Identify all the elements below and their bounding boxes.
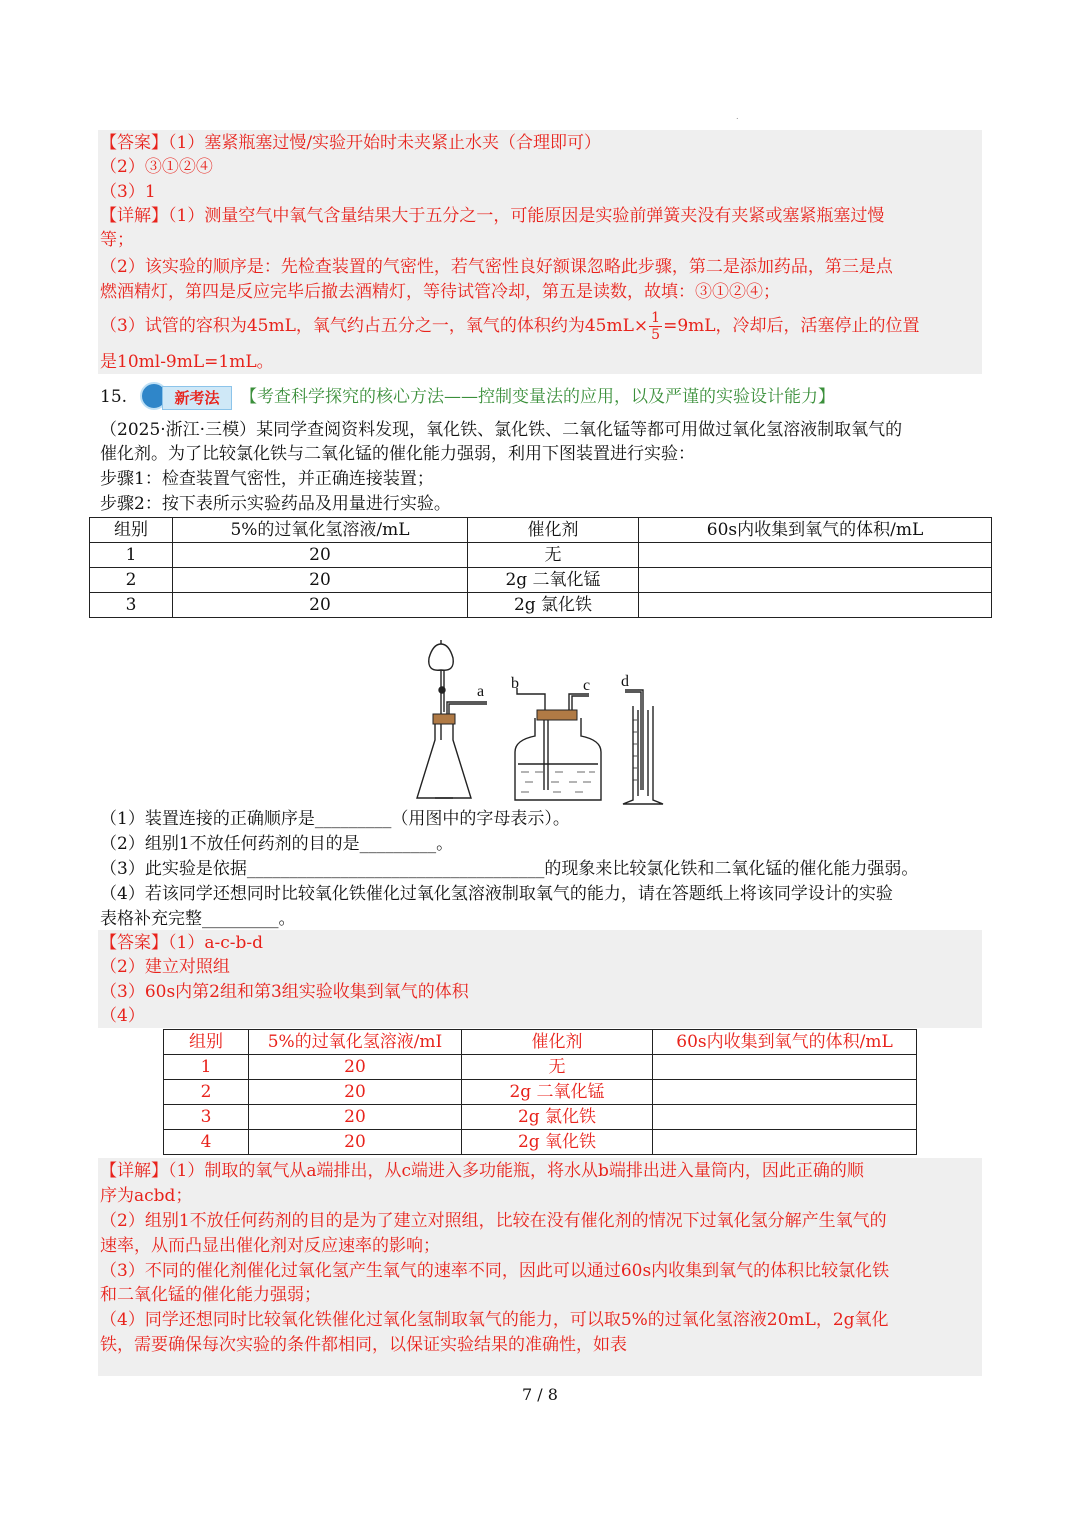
answer15-line3: （3）60s内第2组和第3组实验收集到氧气的体积 xyxy=(100,982,469,1002)
table-row xyxy=(90,568,992,593)
table-row xyxy=(164,1055,917,1080)
table-cell: 4 xyxy=(164,1130,249,1155)
label-a: a xyxy=(477,683,485,700)
q15-number: 15. xyxy=(100,387,128,407)
label-c: c xyxy=(583,677,591,694)
table-header-cell: 60s内收集到氧气的体积/mL xyxy=(653,1030,917,1055)
q15-line2: 催化剂。为了比较氯化铁与二氧化锰的催化能力强弱，利用下图装置进行实验： xyxy=(100,444,695,464)
answer14-line2: （2）③①②④ xyxy=(100,157,213,177)
q15-step1: 步骤1：检查装置气密性，并正确连接装置； xyxy=(100,469,434,489)
answer14-line1: 【答案】（1）塞紧瓶塞过慢/实验开始时未夹紧止水夹（合理即可） xyxy=(100,133,602,153)
table-cell: 2g 二氧化锰 xyxy=(468,568,639,593)
page-number: 7 / 8 xyxy=(522,1385,558,1404)
answer14-line3: （3）1 xyxy=(100,182,156,202)
table-row xyxy=(90,593,992,618)
detail14-line4: 燃酒精灯，第四是反应完毕后撤去酒精灯，等待试管冷却，第五是读数，故填：③①②④； xyxy=(100,282,780,302)
detail15-line4: 速率，从而凸显出催化剂对反应速率的影响； xyxy=(100,1236,440,1256)
detail14-line2: 等； xyxy=(100,230,134,250)
detail14-line5-a: （3）试管的容积为45mL，氧气约占五分之一，氧气的体积约为45mL× xyxy=(100,316,649,336)
answer15-line4: （4） xyxy=(100,1006,145,1026)
table-cell xyxy=(653,1055,917,1080)
answer15-table xyxy=(163,1029,917,1155)
fraction-denominator: 5 xyxy=(651,327,661,343)
table-header-cell: 5%的过氧化氢溶液/mL xyxy=(173,518,468,543)
q15-sub4b: 表格补充完整_________。 xyxy=(100,909,296,929)
q15-sub1: （1）装置连接的正确顺序是_________（用图中的字母表示）。 xyxy=(100,809,570,829)
table-header-row xyxy=(164,1030,917,1055)
q15-table xyxy=(89,517,992,618)
table-cell: 20 xyxy=(173,593,468,618)
detail15-line8: 铁，需要确保每次实验的条件都相同，以保证实验结果的准确性，如表 xyxy=(100,1335,627,1355)
table-cell: 2 xyxy=(90,568,173,593)
q15-sub2: （2）组别1不放任何药剂的目的是_________。 xyxy=(100,834,454,854)
table-cell xyxy=(639,543,992,568)
bottle-stopper xyxy=(537,710,577,720)
table-cell: 20 xyxy=(173,543,468,568)
detail14-line5 xyxy=(100,308,920,344)
fraction-one-fifth xyxy=(649,310,662,343)
stray-dot: . xyxy=(736,112,739,121)
table-cell: 1 xyxy=(164,1055,249,1080)
table-row xyxy=(164,1080,917,1105)
table-cell xyxy=(639,593,992,618)
flask-stopper xyxy=(433,714,455,724)
detail14-line3: （2）该实验的顺序是：先检查装置的气密性，若气密性良好额课忽略此步骤，第二是添加药品，第三是点 xyxy=(100,257,893,277)
answer15-line1: 【答案】（1）a-c-b-d xyxy=(100,933,263,953)
q15-focus: 【考查科学探究的核心方法——控制变量法的应用，以及严谨的实验设计能力】 xyxy=(240,387,835,407)
q15-line1: （2025·浙江·三模）某同学查阅资料发现，氧化铁、氯化铁、二氧化锰等都可用做过氧化氢溶液制取氧气的 xyxy=(100,420,903,440)
detail15-line5: （3）不同的催化剂催化过氧化氢产生氧气的速率不同，因此可以通过60s内收集到氧气的体积比较氯化铁 xyxy=(100,1261,890,1281)
detail15-line6: 和二氧化锰的催化能力强弱； xyxy=(100,1285,321,1305)
detail15-line2: 序为acbd； xyxy=(100,1186,193,1206)
badge-label: 新考法 xyxy=(162,386,232,410)
apparatus-figure xyxy=(405,640,685,810)
fraction-numerator: 1 xyxy=(651,310,661,326)
table-cell xyxy=(639,568,992,593)
table-cell: 2 xyxy=(164,1080,249,1105)
q15-step2: 步骤2：按下表所示实验药品及用量进行实验。 xyxy=(100,494,451,514)
table-cell: 2g 氯化铁 xyxy=(462,1105,653,1130)
table-cell: 2g 氧化铁 xyxy=(462,1130,653,1155)
table-cell: 无 xyxy=(468,543,639,568)
table-header-cell: 5%的过氧化氢溶液/mI xyxy=(249,1030,462,1055)
table-cell xyxy=(653,1080,917,1105)
table-cell xyxy=(653,1105,917,1130)
detail15-line7: （4）同学还想同时比较氧化铁催化过氧化氢制取氧气的能力，可以取5%的过氧化氢溶液20mL，2g氧化 xyxy=(100,1310,889,1330)
table-header-cell: 组别 xyxy=(164,1030,249,1055)
table-header-cell: 60s内收集到氧气的体积/mL xyxy=(639,518,992,543)
detail15-line1: 【详解】（1）制取的氧气从a端排出，从c端进入多功能瓶，将水从b端排出进入量筒内，因此正确的顺 xyxy=(100,1161,864,1181)
table-cell: 20 xyxy=(249,1105,462,1130)
table-cell: 20 xyxy=(173,568,468,593)
detail14-line6: 是10ml-9mL=1mL。 xyxy=(100,352,274,372)
table-row xyxy=(164,1105,917,1130)
table-cell: 20 xyxy=(249,1130,462,1155)
table-cell: 3 xyxy=(164,1105,249,1130)
label-b: b xyxy=(511,675,519,692)
table-cell: 3 xyxy=(90,593,173,618)
table-header-cell: 组别 xyxy=(90,518,173,543)
table-header-cell: 催化剂 xyxy=(462,1030,653,1055)
table-row xyxy=(90,543,992,568)
q15-sub3: （3）此实验是依据___________________________________的现象来比较氯化铁和二氧化锰的催化能力强弱。 xyxy=(100,859,919,879)
table-cell xyxy=(653,1130,917,1155)
table-header-row xyxy=(90,518,992,543)
table-cell: 20 xyxy=(249,1080,462,1105)
table-cell: 1 xyxy=(90,543,173,568)
detail14-line1: 【详解】（1）测量空气中氧气含量结果大于五分之一，可能原因是实验前弹簧夹没有夹紧或塞紧瓶塞过慢 xyxy=(100,206,885,226)
detail15-line3: （2）组别1不放任何药剂的目的是为了建立对照组，比较在没有催化剂的情况下过氧化氢分解产生氧气的 xyxy=(100,1211,887,1231)
table-cell: 无 xyxy=(462,1055,653,1080)
table-row xyxy=(164,1130,917,1155)
answer15-line2: （2）建立对照组 xyxy=(100,957,230,977)
table-cell: 2g 二氧化锰 xyxy=(462,1080,653,1105)
table-header-cell: 催化剂 xyxy=(468,518,639,543)
label-d: d xyxy=(621,673,629,690)
q15-sub4a: （4）若该同学还想同时比较氧化铁催化过氧化氢溶液制取氧气的能力，请在答题纸上将该同学设计的实验 xyxy=(100,884,893,904)
detail14-line5-b: =9mL，冷却后，活塞停止的位置 xyxy=(663,316,920,336)
new-method-badge xyxy=(140,382,232,410)
table-cell: 20 xyxy=(249,1055,462,1080)
table-cell: 2g 氯化铁 xyxy=(468,593,639,618)
